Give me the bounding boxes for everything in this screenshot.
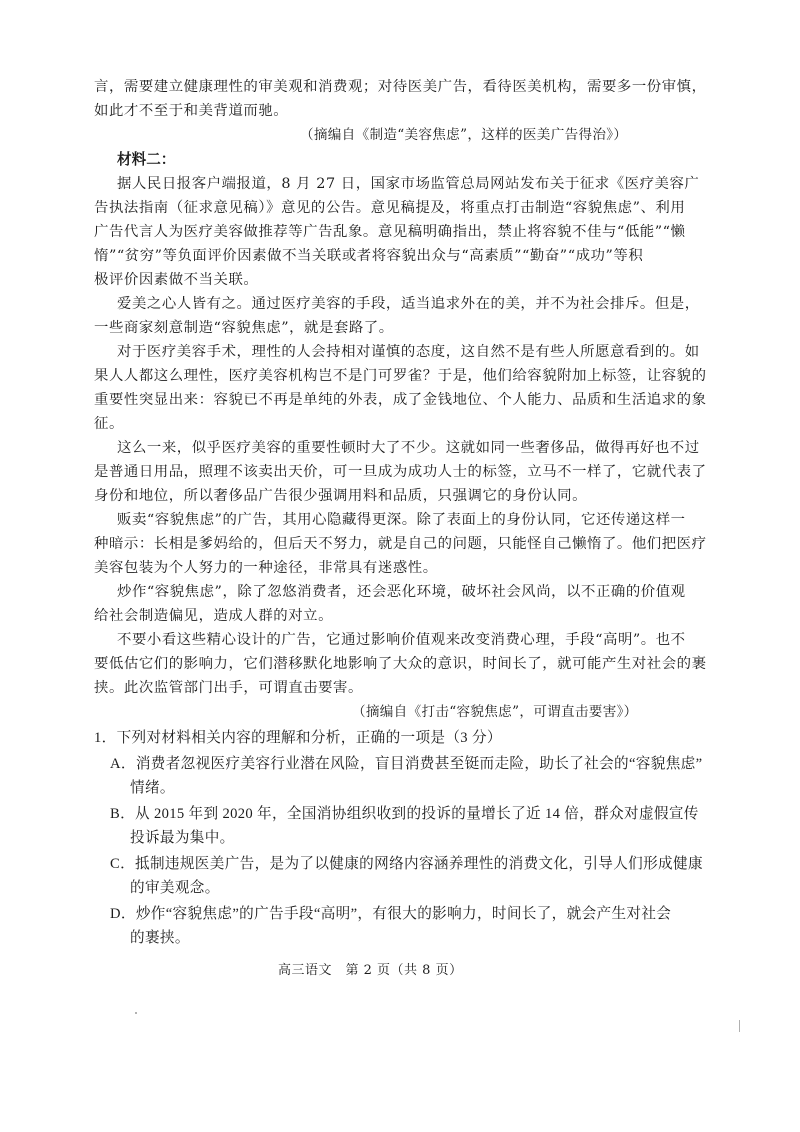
scan-speck [135, 1012, 137, 1014]
option-a: A．消费者忽视医疗美容行业潜在风险，盲目消费甚至铤而走险，助长了社会的“容貌焦虑” [110, 756, 703, 772]
section-heading: 材料二： [117, 151, 176, 168]
paragraph-line: 美容包装为个人努力的一种途径，非常具有迷惑性。 [94, 560, 438, 576]
option-a-cont: 情绪。 [130, 780, 175, 796]
paragraph-line: 挟。此次监管部门出手，可谓直击要害。 [94, 680, 363, 696]
paragraph-line: 广告代言人为医疗美容做推荐等广告乱象。意见稿明确指出，禁止将容貌不佳与“低能”“懒 [94, 224, 686, 240]
option-b: B．从 2015 年到 2020 年，全国消协组织收到的投诉的量增长了近 14 倍，群众对虚假宣传 [110, 806, 699, 822]
paragraph-line: 告执法指南（征求意见稿）》意见的公告。意见稿提及，将重点打击制造“容貌焦虑”、利用 [94, 200, 686, 216]
paragraph-line: 给社会制造偏见，造成人群的对立。 [94, 608, 334, 624]
option-c: C．抵制违规医美广告，是为了以健康的网络内容涵养理性的消费文化，引导人们形成健康 [110, 856, 703, 872]
page-footer: 高三语文 第 2 页（共 8 页） [278, 963, 463, 978]
paragraph-line: 言，需要建立健康理性的审美观和消费观；对待医美广告，看待医美机构，需要多一份审慎， [94, 79, 707, 95]
paragraph-line: 炒作“容貌焦虑”，除了忽悠消费者，还会恶化环境，破坏社会风尚，以不正确的价值观 [117, 584, 686, 600]
question-stem: 1．下列对材料相关内容的理解和分析，正确的一项是（3 分） [94, 730, 502, 746]
paragraph-line: 身份和地位，所以奢侈品广告很少强调用料和品质，只强调它的身份认同。 [94, 488, 588, 504]
option-d-cont: 的裹挟。 [130, 930, 190, 946]
paragraph-line: 据人民日报客户端报道，8 月 27 日，国家市场监管总局网站发布关于征求《医疗美容广 [117, 176, 700, 192]
scan-edge-mark [739, 1020, 740, 1032]
paragraph-line: 对于医疗美容手术，理性的人会持相对谨慎的态度，这自然不是有些人所愿意看到的。如 [117, 344, 700, 360]
option-d: D．炒作“容貌焦虑”的广告手段“高明”，有很大的影响力，时间长了，就会产生对社会 [110, 906, 672, 922]
paragraph-line: 重要性突显出来：容貌已不再是单纯的外表，成了金钱地位、个人能力、品质和生活追求的象 [94, 392, 707, 408]
paragraph-line: 是普通日用品，照理不该卖出天价，可一旦成为成功人士的标签，立马不一样了，它就代表了 [94, 464, 707, 480]
paragraph-line: 惰”“贫穷”等负面评价因素做不当关联或者将容貌出众与“高素质”“勤奋”“成功”等积 [94, 248, 644, 264]
paragraph-line: 要低估它们的影响力，它们潜移默化地影响了大众的意识，时间长了，就可能产生对社会的裹 [94, 656, 707, 672]
paragraph-line: 征。 [94, 416, 124, 432]
paragraph-line: 这么一来，似乎医疗美容的重要性顿时大了不少。这就如同一些奢侈品，做得再好也不过 [117, 440, 700, 456]
option-b-cont: 投诉最为集中。 [130, 830, 235, 846]
paragraph-line: 贩卖“容貌焦虑”的广告，其用心隐藏得更深。除了表面上的身份认同，它还传递这样一 [117, 512, 686, 528]
paragraph-line: 不要小看这些精心设计的广告，它通过影响价值观来改变消费心理，手段“高明”。也不 [117, 632, 686, 648]
paragraph-line: 极评价因素做不当关联。 [94, 272, 259, 288]
option-c-cont: 的审美观念。 [130, 880, 220, 896]
paragraph-line: 爱美之心人皆有之。通过医疗美容的手段，适当追求外在的美，并不为社会排斥。但是， [117, 296, 700, 312]
paragraph-line: 一些商家刻意制造“容貌焦虑”，就是套路了。 [94, 320, 394, 336]
paragraph-line: 种暗示：长相是爹妈给的，但后天不努力，就是自己的问题，只能怪自己懒惰了。他们把医疗 [94, 536, 707, 552]
source-citation: （摘编自《制造“美容焦虑”，这样的医美广告得治》） [300, 127, 628, 143]
paragraph-line: 如此才不至于和美背道而驰。 [94, 103, 289, 119]
paragraph-line: 果人人都这么理性，医疗美容机构岂不是门可罗雀？于是，他们给容貌附加上标签，让容貌的 [94, 368, 707, 384]
source-citation: （摘编自《打击“容貌焦虑”，可谓直击要害》） [352, 704, 638, 720]
